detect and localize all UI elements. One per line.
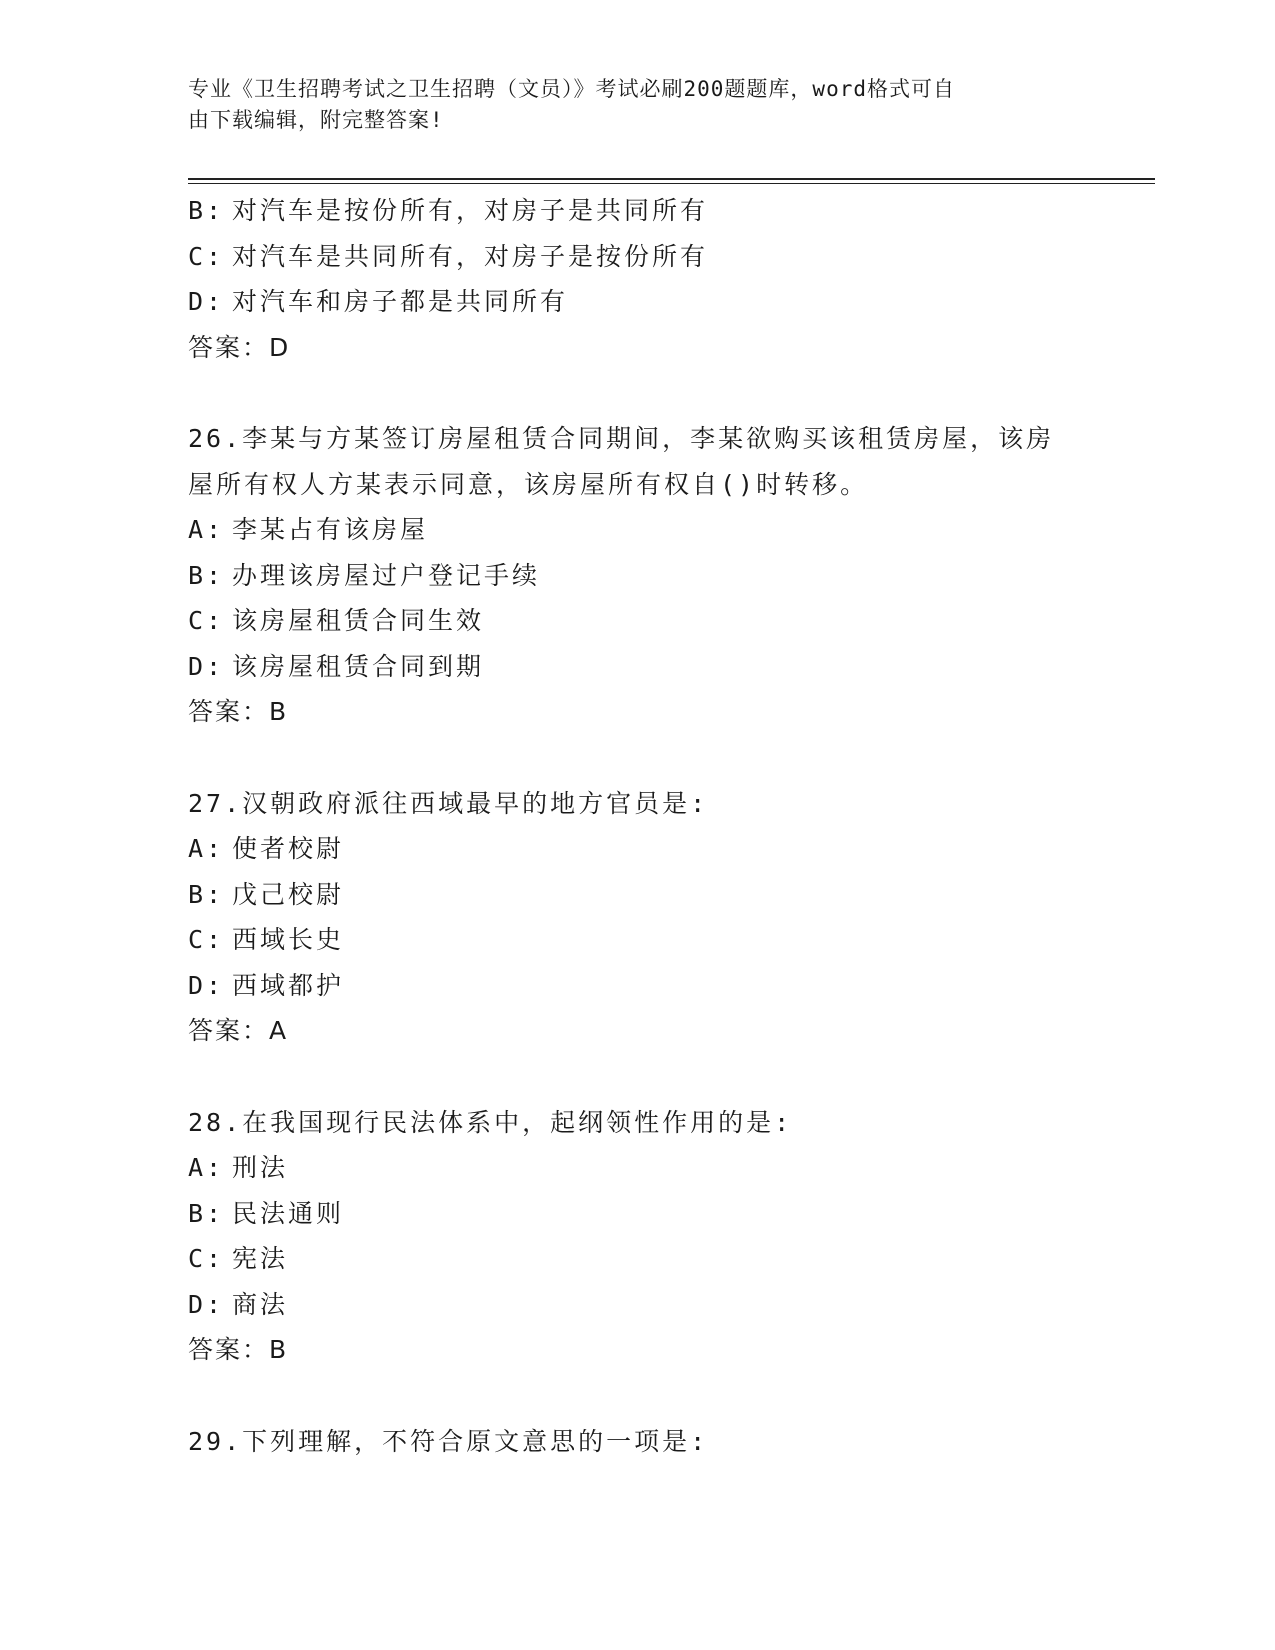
option-b (188, 872, 1088, 918)
option-key: D: (188, 651, 225, 681)
option-text: 该房屋租赁合同到期 (232, 651, 485, 681)
option-key: C: (188, 1244, 225, 1273)
option-c (188, 917, 1088, 963)
prev-question-block (188, 188, 1088, 370)
spacer (188, 370, 1088, 416)
option-text: 李某占有该房屋 (232, 515, 429, 544)
option-key: A: (188, 834, 225, 863)
option-text: 对汽车和房子都是共同所有 (232, 287, 569, 316)
answer-line: 答案：B (188, 697, 289, 726)
option-b (188, 188, 1088, 234)
header-rule-thin (188, 183, 1155, 184)
option-a (188, 507, 1088, 553)
document-body (188, 188, 1088, 1464)
option-key: C: (188, 241, 225, 271)
option-key: C: (188, 606, 225, 635)
option-c (188, 1236, 1088, 1282)
header-rule-thick (188, 178, 1155, 180)
option-text: 西域都护 (232, 970, 345, 1000)
option-text: 对汽车是按份所有，对房子是共同所有 (232, 196, 709, 225)
option-d (188, 963, 1088, 1009)
option-text: 使者校尉 (232, 834, 345, 863)
document-header (188, 74, 1088, 136)
option-text: 办理该房屋过户登记手续 (232, 560, 541, 590)
spacer (188, 1373, 1088, 1419)
option-text: 对汽车是共同所有，对房子是按份所有 (232, 241, 709, 271)
spacer (188, 1054, 1088, 1100)
question-text-line-1: 28.在我国现行民法体系中，起纲领性作用的是: (188, 1107, 793, 1137)
spacer (188, 735, 1088, 781)
answer-line: 答案：B (188, 1335, 289, 1364)
option-key: D: (188, 970, 225, 1000)
question-text-line-1: 29.下列理解，不符合原文意思的一项是: (188, 1426, 709, 1456)
option-key: D: (188, 1289, 225, 1319)
option-key: B: (188, 196, 225, 225)
header-line-1: 专业《卫生招聘考试之卫生招聘（文员）》考试必刷200题题库，word格式可自 (188, 77, 955, 101)
header-line-2: 由下载编辑，附完整答案! (188, 108, 444, 132)
option-c (188, 234, 1088, 280)
option-d (188, 644, 1088, 690)
option-c (188, 598, 1088, 644)
option-text: 戊己校尉 (232, 879, 345, 909)
option-text: 西域长史 (232, 925, 345, 954)
question-26 (188, 416, 1088, 735)
question-27 (188, 781, 1088, 1054)
option-key: C: (188, 925, 225, 954)
answer-line: 答案：A (188, 1016, 289, 1045)
option-d (188, 279, 1088, 325)
question-text-line-1: 27.汉朝政府派往西域最早的地方官员是: (188, 788, 709, 818)
option-a (188, 1145, 1088, 1191)
option-key: B: (188, 1198, 225, 1228)
option-key: A: (188, 515, 225, 544)
question-29 (188, 1419, 1088, 1465)
option-text: 该房屋租赁合同生效 (232, 606, 485, 635)
option-text: 刑法 (232, 1153, 289, 1182)
option-text: 宪法 (232, 1244, 289, 1273)
option-text: 民法通则 (232, 1198, 345, 1228)
option-key: B: (188, 560, 225, 590)
option-key: B: (188, 879, 225, 909)
option-key: D: (188, 287, 225, 316)
option-text: 商法 (232, 1289, 289, 1319)
option-b (188, 1191, 1088, 1237)
option-d (188, 1282, 1088, 1328)
question-text-line-1: 26.李某与方某签订房屋租赁合同期间，李某欲购买该租赁房屋，该房 (188, 424, 1055, 453)
question-28 (188, 1100, 1088, 1373)
answer-line: 答案：D (188, 332, 291, 362)
option-key: A: (188, 1153, 225, 1182)
option-a (188, 826, 1088, 872)
question-text-line-2: 屋所有权人方某表示同意，该房屋所有权自()时转移。 (188, 469, 869, 499)
option-b (188, 553, 1088, 599)
